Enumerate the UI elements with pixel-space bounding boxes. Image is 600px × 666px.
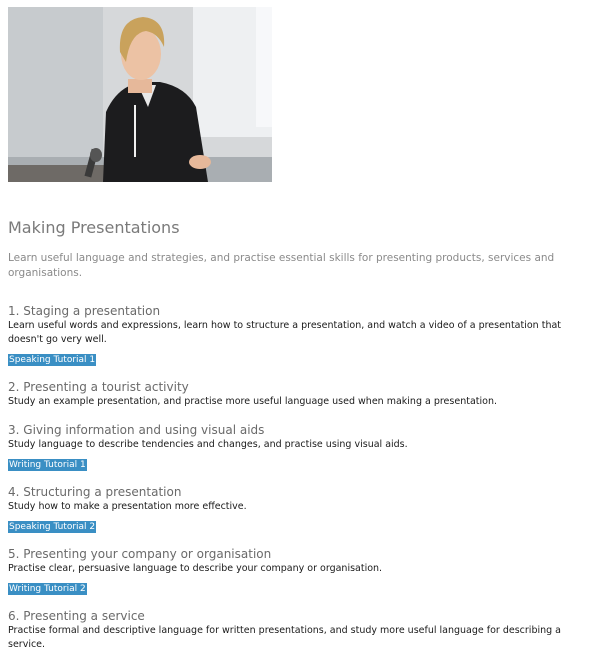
unit-item [8, 380, 588, 409]
speaking-tutorial-2-link[interactable]: Speaking Tutorial 2 [9, 522, 96, 532]
unit-item [8, 547, 588, 595]
unit-description: Learn useful words and expressions, learn how to structure a presentation, and watch a video of a presentation that doesn't go very well. [8, 320, 562, 345]
unit-title: 4. Structuring a presentation [8, 485, 182, 499]
unit-item [8, 304, 588, 366]
writing-tutorial-1-link[interactable]: Writing Tutorial 1 [9, 460, 86, 470]
unit-title: 6. Presenting a service [8, 609, 145, 623]
presenter-photo [8, 7, 272, 182]
unit-item [8, 423, 588, 471]
unit-description: Study how to make a presentation more effective. [8, 501, 247, 512]
unit-title: 3. Giving information and using visual aids [8, 423, 265, 437]
unit-description: Study an example presentation, and practise more useful language used when making a presentation. [8, 396, 497, 407]
unit-description: Practise formal and descriptive language for written presentations, and study more useful language for describing a service. [8, 625, 562, 650]
speaking-tutorial-1-link[interactable]: Speaking Tutorial 1 [9, 355, 96, 365]
unit-item [8, 485, 588, 533]
course-intro: Learn useful language and strategies, and practise essential skills for presenting products, services and organisations. [8, 252, 555, 279]
unit-item [8, 609, 588, 652]
unit-description: Practise clear, persuasive language to describe your company or organisation. [8, 563, 383, 574]
unit-title: 2. Presenting a tourist activity [8, 380, 189, 394]
course-title: Making Presentations [8, 218, 180, 237]
writing-tutorial-2-link[interactable]: Writing Tutorial 2 [9, 584, 86, 594]
unit-title: 5. Presenting your company or organisation [8, 547, 272, 561]
unit-description: Study language to describe tendencies and changes, and practise using visual aids. [8, 439, 408, 450]
unit-title: 1. Staging a presentation [8, 304, 161, 318]
unit-list [8, 304, 588, 666]
